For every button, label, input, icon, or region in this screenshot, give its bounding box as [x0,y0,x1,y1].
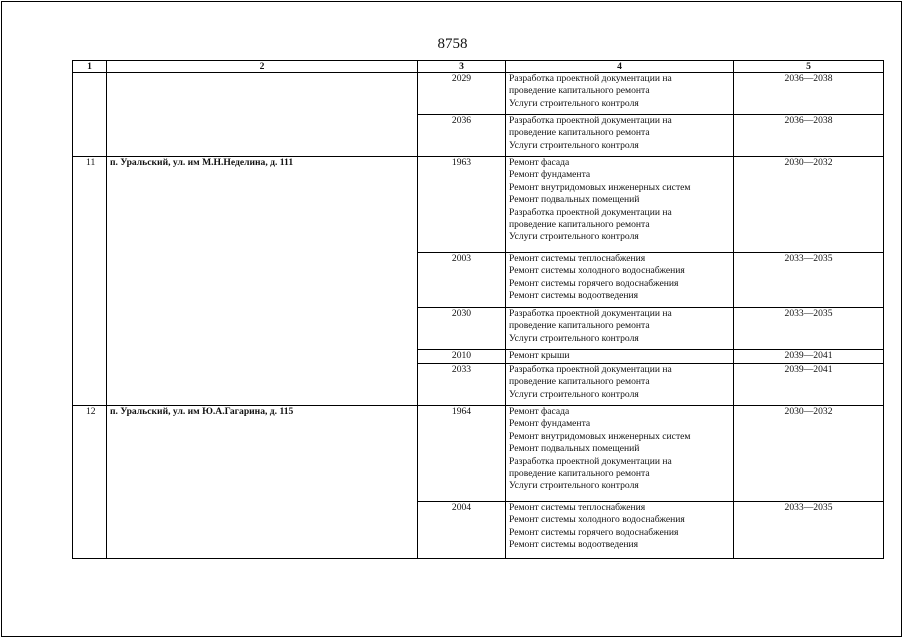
column-header: 1 [73,61,107,73]
year-cell: 1964 [418,406,506,502]
period-cell: 2030—2032 [734,157,884,253]
works-cell [506,157,734,253]
column-header: 5 [734,61,884,73]
work-item: Ремонт внутридомовых инженерных систем [509,181,691,193]
year-cell: 2003 [418,253,506,308]
work-item: Разработка проектной документации на [509,364,672,375]
year-cell: 1963 [418,157,506,253]
work-item: Ремонт системы водоотведения [509,290,639,302]
works-cell [506,502,734,559]
row-number-cell: 11 [73,157,107,406]
column-header: 4 [506,61,734,73]
work-item: проведение капитального ремонта [509,219,650,231]
period-cell: 2033—2035 [734,308,884,350]
work-item: Услуги строительного контроля [509,139,639,151]
address-cell: п. Уральский, ул. им Ю.А.Гагарина, д. 115 [107,406,418,559]
work-item: Ремонт подвальных помещений [509,194,640,206]
address-cell: п. Уральский, ул. им М.Н.Неделина, д. 111 [107,157,418,406]
work-item: Ремонт фундамента [509,418,591,430]
period-cell: 2036—2038 [734,73,884,115]
work-item: Ремонт фасада [509,406,570,417]
work-item: Ремонт подвальных помещений [509,443,640,455]
work-item: Ремонт системы горячего водоснабжения [509,277,679,289]
table-row [73,157,884,253]
work-item: Услуги строительного контроля [509,388,639,400]
column-header: 3 [418,61,506,73]
works-cell [506,308,734,350]
row-number-cell [73,73,107,157]
work-item: Ремонт системы водоотведения [509,539,639,551]
work-item: проведение капитального ремонта [509,468,650,480]
work-item: Разработка проектной документации на [509,115,672,126]
works-cell [506,115,734,157]
year-cell: 2033 [418,364,506,406]
work-item: Ремонт фасада [509,157,570,168]
period-cell: 2039—2041 [734,350,884,364]
period-cell: 2033—2035 [734,502,884,559]
table-row [73,73,884,115]
page-number: 8758 [437,36,468,52]
year-cell: 2004 [418,502,506,559]
work-item: Разработка проектной документации на [509,308,672,319]
work-item: Разработка проектной документации на [509,206,672,218]
work-item: проведение капитального ремонта [509,376,650,388]
address-cell [107,73,418,157]
header-row [73,61,884,73]
work-item: Ремонт системы теплоснабжения [509,502,646,513]
work-item: Ремонт фундамента [509,169,591,181]
work-item: Ремонт крыши [509,350,570,361]
work-item: Ремонт системы холодного водоснабжения [509,265,685,277]
work-item: Ремонт системы горячего водоснабжения [509,526,679,538]
works-cell [506,406,734,502]
work-item: Услуги строительного контроля [509,480,639,492]
works-cell [506,253,734,308]
table-row [73,406,884,502]
works-cell [506,364,734,406]
year-cell: 2010 [418,350,506,364]
work-item: Услуги строительного контроля [509,97,639,109]
period-cell: 2033—2035 [734,253,884,308]
work-item: Ремонт системы теплоснабжения [509,253,646,264]
year-cell: 2030 [418,308,506,350]
work-item: Услуги строительного контроля [509,332,639,344]
work-item: Разработка проектной документации на [509,455,672,467]
column-header: 2 [107,61,418,73]
works-cell [506,350,734,364]
work-item: Ремонт системы холодного водоснабжения [509,514,685,526]
period-cell: 2036—2038 [734,115,884,157]
work-item: Услуги строительного контроля [509,231,639,243]
repair-schedule-table [72,60,884,559]
period-cell: 2039—2041 [734,364,884,406]
work-item: Разработка проектной документации на [509,73,672,84]
year-cell: 2029 [418,73,506,115]
work-item: Ремонт внутридомовых инженерных систем [509,430,691,442]
row-number-cell: 12 [73,406,107,559]
work-item: проведение капитального ремонта [509,85,650,97]
work-item: проведение капитального ремонта [509,127,650,139]
year-cell: 2036 [418,115,506,157]
works-cell [506,73,734,115]
period-cell: 2030—2032 [734,406,884,502]
work-item: проведение капитального ремонта [509,320,650,332]
